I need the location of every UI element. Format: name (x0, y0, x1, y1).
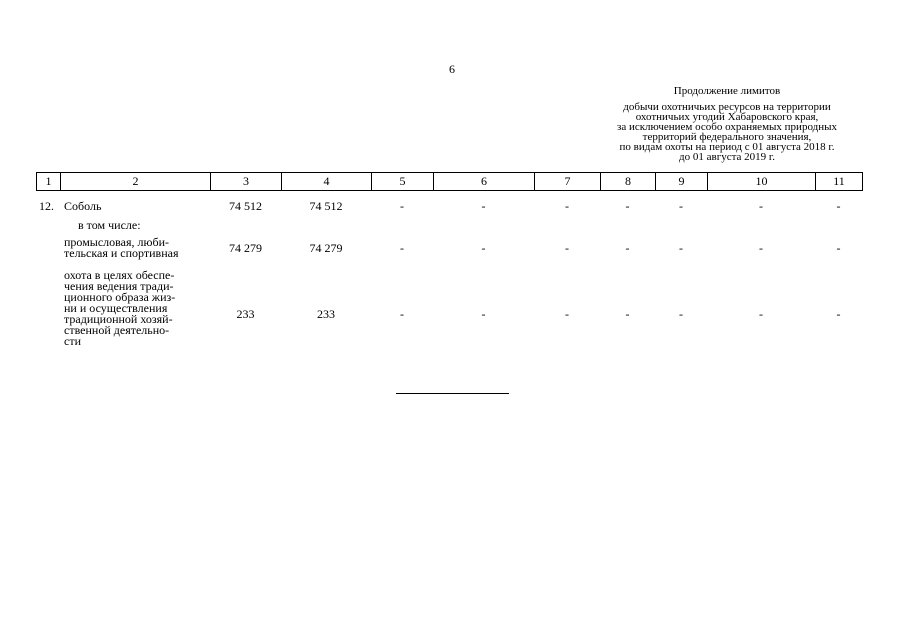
column-header: 4 (282, 173, 372, 191)
column-header: 10 (708, 173, 816, 191)
cell-value: - (679, 199, 683, 213)
cell-value: - (759, 199, 763, 213)
species-name: Соболь (64, 199, 102, 213)
caption-line: по видам охоты на период с 01 августа 2018 г. (619, 141, 835, 153)
column-header: 8 (601, 173, 656, 191)
column-header: 9 (656, 173, 708, 191)
column-header: 5 (372, 173, 434, 191)
label-line: чения ведения тради- (64, 279, 174, 293)
caption-line: за исключением особо охраняемых природных (616, 121, 838, 133)
cell-value: - (481, 199, 486, 213)
table-caption (592, 86, 862, 162)
cell-value: - (625, 307, 630, 321)
cell-value: 74 512 (309, 199, 343, 213)
cell-value: - (625, 241, 630, 255)
end-divider (396, 393, 509, 394)
cell-value: - (400, 199, 404, 213)
caption-line: Продолжение лимитов (673, 85, 781, 97)
caption-line: территорий федерального значения, (642, 131, 812, 143)
cell-value: - (679, 241, 683, 255)
cell-value: 74 279 (309, 241, 343, 255)
label-line: тельская и спортивная (64, 246, 179, 260)
cell-value: 74 512 (229, 199, 262, 213)
label-line: промысловая, люби- (64, 235, 169, 249)
subheading: в том числе: (78, 218, 141, 232)
hunt-type-label (64, 237, 178, 259)
caption-line: добычи охотничьих ресурсов на территории (623, 101, 831, 113)
cell-value: - (679, 307, 683, 321)
hunt-type-label (64, 270, 175, 347)
column-header: 7 (535, 173, 601, 191)
cell-value: - (625, 199, 630, 213)
cell-value: - (565, 241, 569, 255)
column-header: 11 (816, 173, 863, 191)
row-number: 12. (39, 199, 54, 213)
label-line: ственной деятельно- (64, 323, 170, 337)
page-number: 6 (449, 62, 455, 76)
caption-line: до 01 августа 2019 г. (679, 151, 775, 163)
table-header (36, 172, 863, 191)
cell-value: - (481, 241, 486, 255)
caption-line: охотничьих угодий Хабаровского края, (635, 111, 819, 123)
label-line: сти (64, 334, 81, 348)
column-header: 2 (61, 173, 211, 191)
cell-value: 233 (236, 307, 255, 321)
column-header: 6 (434, 173, 535, 191)
cell-value: - (565, 307, 569, 321)
cell-value: - (481, 307, 486, 321)
cell-value: - (836, 307, 841, 321)
cell-value: - (400, 241, 404, 255)
column-header: 3 (211, 173, 282, 191)
cell-value: - (565, 199, 569, 213)
column-header: 1 (37, 173, 61, 191)
label-line: охота в целях обеспе- (64, 268, 175, 282)
label-line: традиционной хозяй- (64, 312, 173, 326)
label-line: ционного образа жиз- (64, 290, 176, 304)
cell-value: - (759, 241, 763, 255)
cell-value: - (759, 307, 763, 321)
cell-value: - (400, 307, 404, 321)
cell-value: - (836, 241, 841, 255)
cell-value: 233 (317, 307, 335, 321)
label-line: ни и осуществления (64, 301, 168, 315)
cell-value: - (836, 199, 841, 213)
cell-value: 74 279 (229, 241, 262, 255)
